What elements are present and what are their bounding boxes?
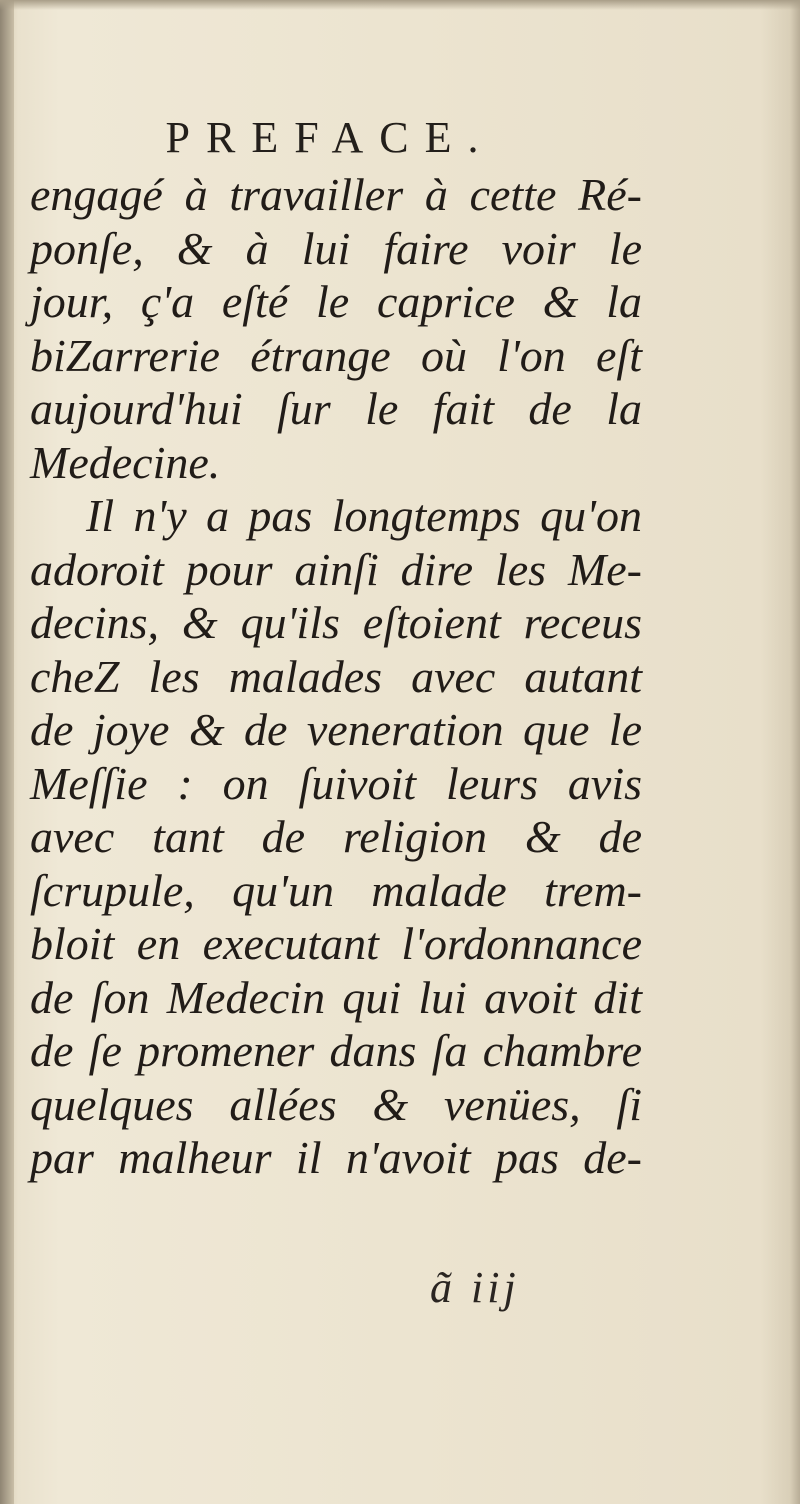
text-line: jour, ç'a eſté le caprice & la xyxy=(30,276,642,327)
text-line: Meſſie : on ſuivoit leurs avis xyxy=(30,757,642,809)
text-line: decins, & qu'ils eſtoient receus xyxy=(30,597,642,648)
text-line: biZarrerie étrange où l'on eſt xyxy=(30,329,642,381)
text-line: bloit en executant l'ordonnance xyxy=(30,918,642,969)
text-line: cheZ les malades avec autant xyxy=(30,650,642,702)
text-line: de ſon Medecin qui lui avoit dit xyxy=(30,971,642,1023)
text-line: adoroit pour ainſi dire les Me- xyxy=(30,543,642,595)
text-line: de ſe promener dans ſa chambre xyxy=(30,1025,642,1076)
text-line: de joye & de veneration que le xyxy=(30,704,642,755)
page-gutter-shadow xyxy=(0,0,14,1504)
text-line: ponſe, & à lui faire voir le xyxy=(30,222,642,274)
signature-mark: ã iij xyxy=(430,1263,520,1312)
running-head: PREFACE. xyxy=(165,113,495,162)
text-line: par malheur il n'avoit pas de- xyxy=(30,1132,642,1183)
text-line: Il n'y a pas longtemps qu'on xyxy=(86,490,642,541)
text-line: ſcrupule, qu'un malade trem- xyxy=(30,864,642,916)
text-line: avec tant de religion & de xyxy=(30,811,642,862)
text-line: engagé à travailler à cette Ré- xyxy=(30,169,642,220)
body-text xyxy=(30,168,642,1185)
text-line: aujourd'hui ſur le fait de la xyxy=(30,383,642,434)
text-line: quelques allées & venües, ſi xyxy=(30,1078,642,1130)
text-line: Medecine. xyxy=(30,436,221,488)
page-top-edge xyxy=(0,0,800,10)
